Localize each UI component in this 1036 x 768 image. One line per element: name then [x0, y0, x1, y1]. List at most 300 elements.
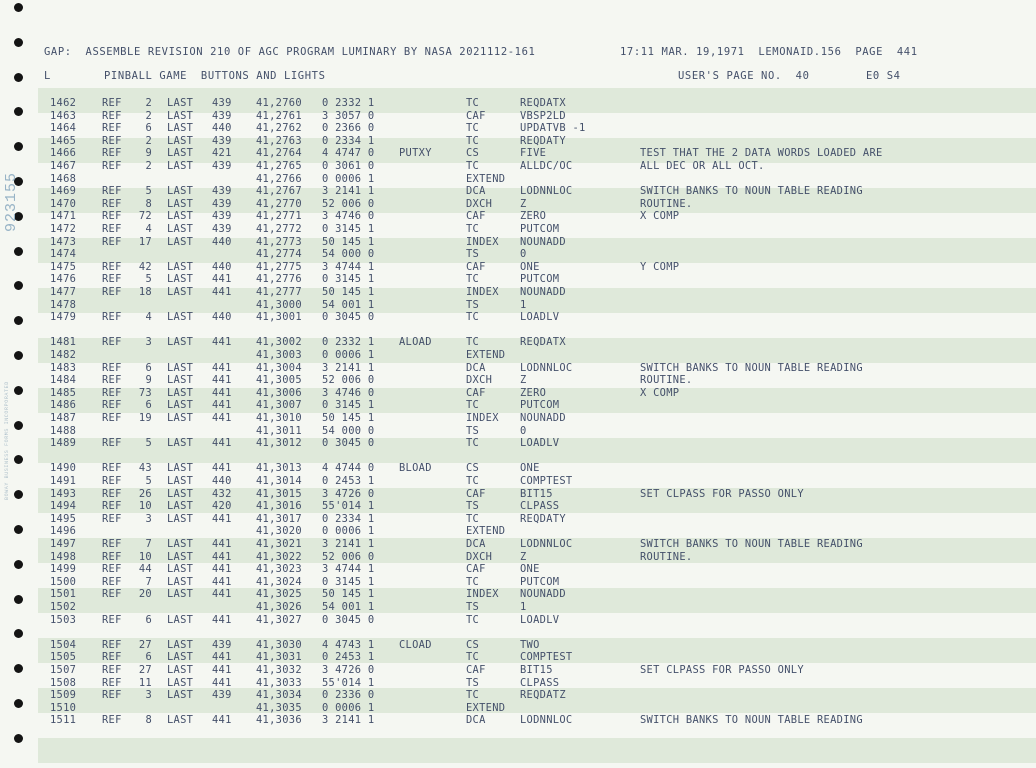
octal-code: 0 3145 1 — [322, 399, 375, 412]
line-number: 1463 — [50, 109, 77, 122]
opcode: TC — [466, 575, 480, 588]
header-left: GAP: ASSEMBLE REVISION 210 OF AGC PROGRAM LUMINARY BY NASA 2021112-161 — [44, 46, 536, 58]
listing-row — [0, 173, 1036, 186]
ref-count: 5 — [145, 273, 152, 286]
memory-address: 41,2775 — [256, 260, 302, 273]
listing-row — [0, 614, 1036, 627]
line-number: 1489 — [50, 437, 77, 450]
memory-address: 41,3011 — [256, 424, 302, 437]
operand: Z — [520, 550, 527, 563]
octal-code: 50 145 1 — [322, 286, 375, 298]
memory-address: 41,3007 — [256, 399, 302, 412]
opcode: DXCH — [466, 374, 493, 387]
line-number: 1470 — [50, 197, 77, 210]
last-page: 441 — [212, 588, 232, 601]
octal-code: 0 0006 1 — [322, 525, 375, 538]
octal-code: 3 3057 0 — [322, 109, 375, 122]
octal-code: 52 006 0 — [322, 197, 375, 210]
listing-row — [0, 588, 1036, 601]
listing-row — [0, 223, 1036, 236]
listing-row — [0, 651, 1036, 664]
ref-count: 18 — [138, 286, 152, 298]
line-number: 1462 — [50, 97, 77, 109]
operand: REQDATX — [520, 97, 566, 109]
last-keyword: LAST — [167, 412, 194, 424]
opcode: DCA — [466, 185, 486, 198]
comment: TEST THAT THE 2 DATA WORDS LOADED ARE — [640, 147, 883, 160]
comment: X COMP — [640, 210, 680, 223]
octal-code: 3 4746 0 — [322, 386, 375, 399]
ref-count: 42 — [138, 260, 152, 273]
ref-count: 3 — [145, 336, 152, 349]
ref-keyword: REF — [102, 260, 122, 273]
ref-keyword: REF — [102, 374, 122, 387]
line-number: 1479 — [50, 311, 77, 324]
operand: PUTCOM — [520, 575, 560, 588]
ref-keyword: REF — [102, 210, 122, 223]
line-number: 1485 — [50, 386, 77, 399]
last-page: 441 — [212, 462, 232, 475]
listing-row — [0, 198, 1036, 211]
operand: Z — [520, 374, 527, 387]
listing-row — [0, 336, 1036, 349]
memory-address: 41,2760 — [256, 97, 302, 109]
listing-row — [0, 311, 1036, 324]
memory-address: 41,3000 — [256, 298, 302, 311]
ref-count: 9 — [145, 147, 152, 160]
last-keyword: LAST — [167, 185, 194, 198]
ref-keyword: REF — [102, 487, 122, 500]
octal-code: 55'014 1 — [322, 676, 375, 689]
opcode: DXCH — [466, 550, 493, 563]
line-number: 1477 — [50, 286, 77, 298]
last-keyword: LAST — [167, 97, 194, 109]
memory-address: 41,3014 — [256, 475, 302, 487]
opcode: TS — [466, 601, 480, 613]
last-keyword: LAST — [167, 374, 194, 387]
last-page: 441 — [212, 550, 232, 563]
memory-address: 41,3035 — [256, 701, 302, 714]
listing-row — [0, 639, 1036, 652]
memory-address: 41,3001 — [256, 311, 302, 324]
operand: CLPASS — [520, 676, 560, 689]
last-page: 420 — [212, 500, 232, 513]
operand: COMPTEST — [520, 475, 573, 487]
greenbar-stripe — [38, 738, 1036, 763]
last-page: 439 — [212, 223, 232, 235]
opcode: TC — [466, 311, 480, 324]
last-keyword: LAST — [167, 550, 194, 563]
ref-count: 7 — [145, 575, 152, 588]
line-number: 1474 — [50, 248, 77, 261]
listing-row — [0, 210, 1036, 223]
operand: NOUNADD — [520, 286, 566, 298]
line-number: 1465 — [50, 134, 77, 147]
ref-count: 3 — [145, 512, 152, 525]
comment: Y COMP — [640, 260, 680, 273]
ref-count: 19 — [138, 412, 152, 424]
line-number: 1509 — [50, 689, 77, 702]
last-page: 441 — [212, 512, 232, 525]
ref-count: 5 — [145, 185, 152, 198]
opcode: EXTEND — [466, 701, 506, 714]
line-number: 1499 — [50, 563, 77, 576]
ref-keyword: REF — [102, 550, 122, 563]
opcode: INDEX — [466, 286, 499, 298]
last-keyword: LAST — [167, 437, 194, 450]
listing-row — [0, 362, 1036, 375]
opcode: TC — [466, 134, 480, 147]
opcode: CS — [466, 638, 480, 651]
opcode: EXTEND — [466, 172, 506, 185]
operand: NOUNADD — [520, 412, 566, 424]
memory-address: 41,3020 — [256, 525, 302, 538]
memory-address: 41,3036 — [256, 714, 302, 727]
memory-address: 41,2770 — [256, 197, 302, 210]
last-keyword: LAST — [167, 109, 194, 122]
ref-count: 44 — [138, 563, 152, 576]
line-number: 1508 — [50, 676, 77, 689]
octal-code: 0 0006 1 — [322, 349, 375, 361]
octal-code: 0 2336 0 — [322, 689, 375, 702]
ref-count: 2 — [145, 109, 152, 122]
last-keyword: LAST — [167, 286, 194, 298]
comment: ALL DEC OR ALL OCT. — [640, 160, 765, 172]
opcode: TC — [466, 613, 480, 626]
ref-count: 6 — [145, 651, 152, 664]
ref-count: 6 — [145, 122, 152, 135]
memory-address: 41,3005 — [256, 374, 302, 387]
operand: LOADLV — [520, 311, 560, 324]
operand: ZERO — [520, 386, 547, 399]
last-page: 440 — [212, 122, 232, 135]
last-keyword: LAST — [167, 122, 194, 135]
memory-address: 41,3031 — [256, 651, 302, 664]
octal-code: 0 3145 1 — [322, 575, 375, 588]
memory-address: 41,2766 — [256, 172, 302, 185]
line-number: 1472 — [50, 223, 77, 235]
octal-code: 0 3045 0 — [322, 437, 375, 450]
opcode: DXCH — [466, 197, 493, 210]
last-keyword: LAST — [167, 160, 194, 172]
octal-code: 0 3061 0 — [322, 160, 375, 172]
last-keyword: LAST — [167, 336, 194, 349]
operand: LODNNLOC — [520, 714, 573, 727]
line-number: 1498 — [50, 550, 77, 563]
last-keyword: LAST — [167, 664, 194, 676]
listing-row — [0, 437, 1036, 450]
last-keyword: LAST — [167, 147, 194, 160]
ref-count: 4 — [145, 311, 152, 324]
feed-hole — [14, 73, 23, 82]
octal-code: 0 2453 1 — [322, 651, 375, 664]
listing-row — [0, 97, 1036, 110]
operand: LODNNLOC — [520, 361, 573, 374]
line-number: 1471 — [50, 210, 77, 223]
octal-code: 3 4744 1 — [322, 563, 375, 576]
feed-hole — [14, 3, 23, 12]
last-keyword: LAST — [167, 563, 194, 576]
last-keyword: LAST — [167, 223, 194, 235]
opcode: TC — [466, 273, 480, 286]
listing-row — [0, 122, 1036, 135]
opcode: TS — [466, 424, 480, 437]
form-imprint: BOWAY BUSINESS FORMS INCORPORATED — [4, 381, 10, 500]
ref-keyword: REF — [102, 336, 122, 349]
last-keyword: LAST — [167, 462, 194, 475]
ref-count: 4 — [145, 223, 152, 235]
ref-keyword: REF — [102, 134, 122, 147]
listing-row — [0, 349, 1036, 362]
octal-code: 50 145 1 — [322, 588, 375, 601]
line-number: 1466 — [50, 147, 77, 160]
comment: SWITCH BANKS TO NOUN TABLE READING — [640, 185, 863, 198]
header-right: 17:11 MAR. 19,1971 LEMONAID.156 PAGE 441 — [620, 46, 918, 58]
listing-row — [0, 538, 1036, 551]
listing-row — [0, 488, 1036, 501]
last-keyword: LAST — [167, 399, 194, 412]
comment: SWITCH BANKS TO NOUN TABLE READING — [640, 714, 863, 727]
comment: SET CLPASS FOR PASSO ONLY — [640, 664, 804, 676]
listing-row — [0, 702, 1036, 715]
opcode: TC — [466, 689, 480, 702]
ref-count: 26 — [138, 487, 152, 500]
operand: REQDATY — [520, 134, 566, 147]
listing-row — [0, 374, 1036, 387]
listing-row — [0, 236, 1036, 249]
ref-keyword: REF — [102, 575, 122, 588]
memory-address: 41,2764 — [256, 147, 302, 160]
opcode: TC — [466, 399, 480, 412]
ref-keyword: REF — [102, 286, 122, 298]
line-number: 1488 — [50, 424, 77, 437]
listing-row — [0, 135, 1036, 148]
last-page: 439 — [212, 109, 232, 122]
octal-code: 0 0006 1 — [322, 172, 375, 185]
line-number: 1476 — [50, 273, 77, 286]
last-keyword: LAST — [167, 538, 194, 550]
operand: BIT15 — [520, 487, 553, 500]
octal-code: 0 2334 1 — [322, 512, 375, 525]
operand: LOADLV — [520, 437, 560, 450]
operand: ZERO — [520, 210, 547, 223]
line-number: 1494 — [50, 500, 77, 513]
line-number: 1497 — [50, 538, 77, 550]
last-page: 441 — [212, 412, 232, 424]
line-number: 1464 — [50, 122, 77, 135]
memory-address: 41,3025 — [256, 588, 302, 601]
last-page: 440 — [212, 260, 232, 273]
listing-row — [0, 500, 1036, 513]
operand: 1 — [520, 601, 527, 613]
ref-count: 2 — [145, 134, 152, 147]
opcode: TC — [466, 475, 480, 487]
operand: PUTCOM — [520, 273, 560, 286]
listing-row — [0, 399, 1036, 412]
memory-address: 41,2767 — [256, 185, 302, 198]
ref-keyword: REF — [102, 273, 122, 286]
line-number: 1483 — [50, 361, 77, 374]
comment: SWITCH BANKS TO NOUN TABLE READING — [640, 361, 863, 374]
last-keyword: LAST — [167, 273, 194, 286]
octal-code: 3 4744 1 — [322, 260, 375, 273]
ref-keyword: REF — [102, 651, 122, 664]
memory-address: 41,3003 — [256, 349, 302, 361]
operand: REQDATY — [520, 512, 566, 525]
last-keyword: LAST — [167, 512, 194, 525]
memory-address: 41,3010 — [256, 412, 302, 424]
ref-keyword: REF — [102, 386, 122, 399]
memory-address: 41,3013 — [256, 462, 302, 475]
octal-code: 54 000 0 — [322, 424, 375, 437]
listing-row — [0, 551, 1036, 564]
memory-address: 41,2774 — [256, 248, 302, 261]
ref-count: 2 — [145, 97, 152, 109]
operand: ONE — [520, 563, 540, 576]
listing-row — [0, 664, 1036, 677]
listing-row — [0, 147, 1036, 160]
memory-address: 41,2773 — [256, 235, 302, 248]
line-number: 1473 — [50, 235, 77, 248]
opcode: CS — [466, 462, 480, 475]
line-number: 1469 — [50, 185, 77, 198]
listing-row — [0, 425, 1036, 438]
operand: PUTCOM — [520, 399, 560, 412]
last-page: 439 — [212, 160, 232, 172]
ref-keyword: REF — [102, 311, 122, 324]
listing-row — [0, 689, 1036, 702]
last-page: 439 — [212, 210, 232, 223]
listing-row — [0, 563, 1036, 576]
opcode: TC — [466, 336, 480, 349]
ref-keyword: REF — [102, 689, 122, 702]
ref-count: 2 — [145, 160, 152, 172]
last-keyword: LAST — [167, 638, 194, 651]
memory-address: 41,3006 — [256, 386, 302, 399]
last-page: 441 — [212, 563, 232, 576]
operand: PUTCOM — [520, 223, 560, 235]
last-page: 439 — [212, 97, 232, 109]
listing-row — [0, 576, 1036, 589]
ref-count: 7 — [145, 538, 152, 550]
ref-keyword: REF — [102, 714, 122, 727]
opcode: TC — [466, 122, 480, 135]
opcode: TC — [466, 160, 480, 172]
last-page: 441 — [212, 374, 232, 387]
octal-code: 0 2332 1 — [322, 97, 375, 109]
opcode: CS — [466, 147, 480, 160]
last-keyword: LAST — [167, 475, 194, 487]
symbol-label: ALOAD — [399, 336, 432, 349]
ref-count: 10 — [138, 550, 152, 563]
opcode: INDEX — [466, 412, 499, 424]
memory-address: 41,3012 — [256, 437, 302, 450]
ref-count: 20 — [138, 588, 152, 601]
listing-row — [0, 412, 1036, 425]
ref-count: 8 — [145, 714, 152, 727]
serial-number: 923155 — [3, 171, 20, 232]
operand: ALLDC/OC — [520, 160, 573, 172]
memory-address: 41,3024 — [256, 575, 302, 588]
last-page: 441 — [212, 651, 232, 664]
last-page: 440 — [212, 311, 232, 324]
opcode: INDEX — [466, 235, 499, 248]
ref-keyword: REF — [102, 512, 122, 525]
last-keyword: LAST — [167, 386, 194, 399]
listing-row — [0, 299, 1036, 312]
last-page: 441 — [212, 399, 232, 412]
last-page: 441 — [212, 613, 232, 626]
operand: TWO — [520, 638, 540, 651]
opcode: TS — [466, 676, 480, 689]
listing-row — [0, 273, 1036, 286]
symbol-label: CLOAD — [399, 638, 432, 651]
last-keyword: LAST — [167, 487, 194, 500]
octal-code: 0 3145 1 — [322, 223, 375, 235]
operand: REQDATZ — [520, 689, 566, 702]
ref-keyword: REF — [102, 475, 122, 487]
opcode: CAF — [466, 664, 486, 676]
last-keyword: LAST — [167, 575, 194, 588]
opcode: DCA — [466, 538, 486, 550]
line-number: 1500 — [50, 575, 77, 588]
ref-keyword: REF — [102, 638, 122, 651]
ref-keyword: REF — [102, 462, 122, 475]
last-page: 441 — [212, 386, 232, 399]
line-number: 1486 — [50, 399, 77, 412]
listing-row — [0, 475, 1036, 488]
opcode: TC — [466, 651, 480, 664]
ref-count: 11 — [138, 676, 152, 689]
opcode: TS — [466, 500, 480, 513]
last-page: 439 — [212, 638, 232, 651]
operand: LOADLV — [520, 613, 560, 626]
octal-code: 50 145 1 — [322, 412, 375, 424]
last-page: 440 — [212, 235, 232, 248]
octal-code: 52 006 0 — [322, 550, 375, 563]
operand: Z — [520, 197, 527, 210]
memory-address: 41,3002 — [256, 336, 302, 349]
opcode: TC — [466, 97, 480, 109]
memory-address: 41,3030 — [256, 638, 302, 651]
last-page: 441 — [212, 286, 232, 298]
octal-code: 54 001 1 — [322, 298, 375, 311]
octal-code: 0 3145 1 — [322, 273, 375, 286]
ref-keyword: REF — [102, 538, 122, 550]
ref-keyword: REF — [102, 563, 122, 576]
symbol-label: BLOAD — [399, 462, 432, 475]
memory-address: 41,3032 — [256, 664, 302, 676]
line-number: 1502 — [50, 601, 77, 613]
memory-address: 41,2762 — [256, 122, 302, 135]
listing-row — [0, 286, 1036, 299]
last-page: 439 — [212, 689, 232, 702]
last-keyword: LAST — [167, 134, 194, 147]
memory-address: 41,3034 — [256, 689, 302, 702]
operand: 0 — [520, 424, 527, 437]
memory-address: 41,3017 — [256, 512, 302, 525]
ref-count: 6 — [145, 399, 152, 412]
octal-code: 0 2332 1 — [322, 336, 375, 349]
last-page: 441 — [212, 361, 232, 374]
octal-code: 0 2366 0 — [322, 122, 375, 135]
ref-keyword: REF — [102, 588, 122, 601]
line-number: 1478 — [50, 298, 77, 311]
octal-code: 54 000 0 — [322, 248, 375, 261]
ref-count: 72 — [138, 210, 152, 223]
operand: CLPASS — [520, 500, 560, 513]
operand: FIVE — [520, 147, 547, 160]
